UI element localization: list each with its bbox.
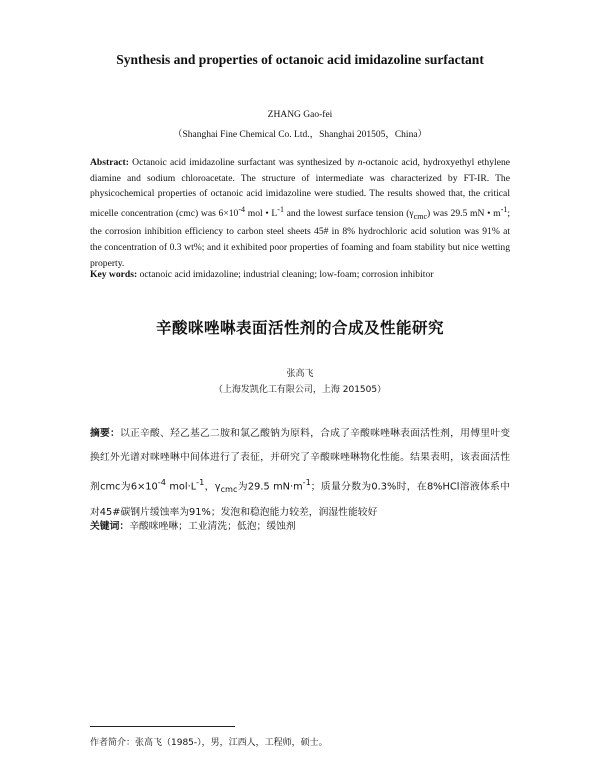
- chinese-abstract-text: ；质量分数为0.3%时，在8%HCl溶液体系中对45#碳钢片缓蚀率为91%；发泡和稳泡能力较差，润湿性能较好: [90, 481, 510, 519]
- english-title: Synthesis and properties of octanoic acid imidazoline surfactant: [116, 52, 484, 67]
- english-abstract-text: Octanoic acid imidazoline surfactant was synthesized by: [128, 157, 358, 168]
- chinese-abstract: [90, 422, 510, 525]
- chinese-title: 辛酸咪唑啉表面活性剂的合成及性能研究: [155, 319, 444, 337]
- english-abstract-label: Abstract:: [90, 157, 129, 168]
- chinese-affiliation: （上海发凯化工有限公司，上海 201505）: [213, 385, 387, 395]
- author-footnote: 作者简介：张高飞（1985-），男，江西人，工程师，硕士。: [90, 738, 328, 748]
- english-keywords-label: Key words:: [90, 269, 138, 280]
- english-abstract-text: mol • L: [245, 207, 278, 219]
- english-abstract-superscript: -1: [500, 204, 508, 214]
- chinese-abstract-text: 以正辛酸、羟乙基乙二胺和氯乙酸钠为原料，合成了辛酸咪唑啉表面活性剂，用傅里叶变换红外光谱对咪唑啉中间体进行了表征，并研究了辛酸咪唑啉物化性能。结果表明，该表面活性剂cmc为6×10: [90, 428, 511, 493]
- footnote-divider: [90, 726, 235, 727]
- chinese-abstract-text: mol·L: [165, 481, 197, 493]
- english-abstract-text: ; the corrosion inhibition efficiency to carbon steel sheets 45# in 8% hydrochloric acid solution was 91% at the concentration of 0.3 wt%; and it exhibited poor properties of foaming and foam stability but nice wetting property.: [90, 207, 510, 269]
- chinese-author: 张高飞: [286, 369, 314, 379]
- english-abstract: [90, 155, 510, 271]
- chinese-abstract-subscript: cmc: [220, 484, 238, 495]
- english-keywords: [90, 267, 510, 282]
- chinese-keywords-label: 关键词：: [90, 521, 130, 532]
- chinese-keywords: [90, 519, 510, 534]
- english-abstract-text: and the lowest surface tension (γ: [283, 207, 414, 219]
- chinese-abstract-superscript: -4: [157, 477, 166, 487]
- english-author: ZHANG Gao-fei: [267, 110, 333, 120]
- english-affiliation: （Shanghai Fine Chemical Co. Ltd.，Shanghai 201505，China）: [172, 130, 428, 140]
- chinese-keywords-text: 辛酸咪唑啉；工业清洗；低泡；缓蚀剂: [129, 521, 296, 532]
- english-keywords-text: octanoic acid imidazoline; industrial cleaning; low-foam; corrosion inhibitor: [137, 269, 434, 280]
- chinese-abstract-superscript: -1: [302, 477, 311, 487]
- english-abstract-text: -octanoic acid, hydroxyethyl ethylene diamine and sodium chloroacetate. The structure of intermediate was characterized by FT-IR. The physicochemical properties of octanoic acid imidazoline were studied. The results showed that, the critical micelle concentration (cmc) was 6×10: [90, 157, 511, 219]
- chinese-abstract-label: 摘要：: [90, 428, 121, 439]
- chinese-abstract-superscript: -1: [196, 477, 205, 487]
- chinese-abstract-text: 为29.5 mN·m: [237, 481, 303, 493]
- english-abstract-italic: n: [357, 157, 363, 168]
- english-abstract-text: ) was 29.5 mN • m: [427, 207, 501, 219]
- english-abstract-superscript: -4: [238, 204, 246, 214]
- english-abstract-superscript: -1: [277, 204, 284, 214]
- chinese-abstract-text: ，γ: [204, 481, 221, 493]
- english-abstract-subscript: cmc: [413, 211, 427, 221]
